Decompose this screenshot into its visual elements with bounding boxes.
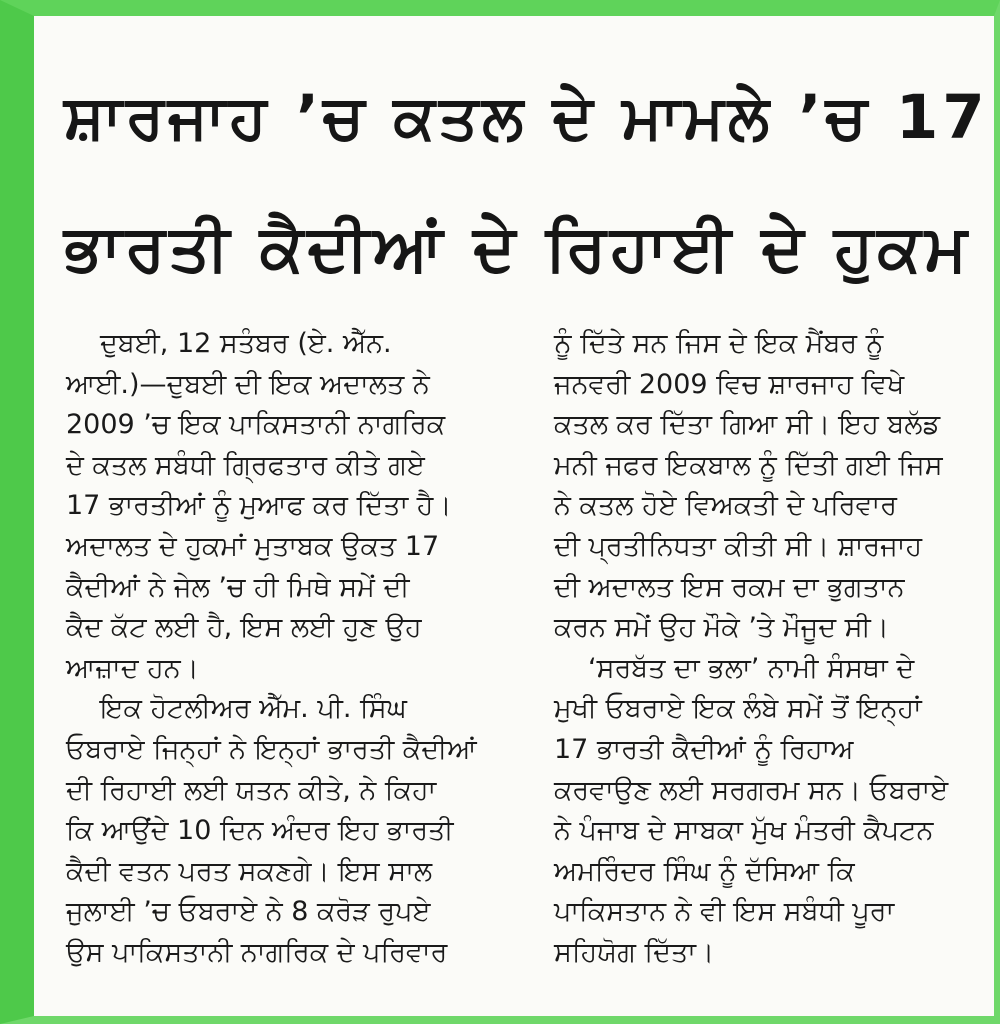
article-line: ‘ਸਰਬੱਤ ਦਾ ਭਲਾ’ ਨਾਮੀ ਸੰਸਥਾ ਦੇ [588,652,915,684]
article-line: ਮਨੀ ਜਫਰ ਇਕਬਾਲ ਨੂੰ ਦਿੱਤੀ ਗਈ ਜਿਸ [554,449,943,481]
article-line: ਕਰਵਾਉਣ ਲਈ ਸਰਗਰਮ ਸਨ। ਓਬਰਾਏ [554,774,949,806]
article-line: ਓਬਰਾਏ ਜਿਨ੍ਹਾਂ ਨੇ ਇਨ੍ਹਾਂ ਭਾਰਤੀ ਕੈਦੀਆਂ [66,733,477,765]
article-line: ਜੁਲਾਈ ’ਚ ਓਬਰਾਏ ਨੇ 8 ਕਰੋੜ ਰੁਪਏ [66,896,431,928]
article-line: ਇਕ ਹੋਟਲੀਅਰ ਐੱਮ. ਪੀ. ਸਿੰਘ [100,693,407,725]
article-line: ਅਦਾਲਤ ਦੇ ਹੁਕਮਾਂ ਮੁਤਾਬਕ ਉਕਤ 17 [66,530,440,562]
article-line: ਨੇ ਕਤਲ ਹੋਏ ਵਿਅਕਤੀ ਦੇ ਪਰਿਵਾਰ [554,490,897,522]
article-column-left [66,324,518,974]
article-line: ਦੀ ਰਿਹਾਈ ਲਈ ਯਤਨ ਕੀਤੇ, ਨੇ ਕਿਹਾ [66,774,437,806]
article-line: ਨੂੰ ਦਿੱਤੇ ਸਨ ਜਿਸ ਦੇ ਇਕ ਮੈਂਬਰ ਨੂੰ [554,328,884,359]
article-line: 2009 ’ਚ ਇਕ ਪਾਕਿਸਤਾਨੀ ਨਾਗਰਿਕ [66,409,446,441]
headline-line-2: ਭਾਰਤੀ ਕੈਦੀਆਂ ਦੇ ਰਿਹਾਈ ਦੇ ਹੁਕਮ [64,212,972,286]
article-line: ਜਨਵਰੀ 2009 ਵਿਚ ਸ਼ਾਰਜਾਹ ਵਿਖੇ [554,368,905,400]
article-line: ਆਈ.)—ਦੁਬਈ ਦੀ ਇਕ ਅਦਾਲਤ ਨੇ [66,368,430,400]
article-line: ਕੈਦੀਆਂ ਨੇ ਜੇਲ ’ਚ ਹੀ ਮਿਥੇ ਸਮੇਂ ਦੀ [66,571,410,603]
article-line: ਦੀ ਪ੍ਰਤੀਨਿਧਤਾ ਕੀਤੀ ਸੀ। ਸ਼ਾਰਜਾਹ [554,530,923,562]
article-line: ਕੈਦ ਕੱਟ ਲਈ ਹੈ, ਇਸ ਲਈ ਹੁਣ ਉਹ [66,612,422,644]
article-line: 17 ਭਾਰਤੀਆਂ ਨੂੰ ਮੁਆਫ ਕਰ ਦਿੱਤਾ ਹੈ। [66,490,452,522]
article-line: ਮੁਖੀ ਓਬਰਾਏ ਇਕ ਲੰਬੇ ਸਮੇਂ ਤੋਂ ਇਨ੍ਹਾਂ [554,693,922,725]
article-line: ਕਰਨ ਸਮੇਂ ਉਹ ਮੌਕੇ ’ਤੇ ਮੌਜੂਦ ਸੀ। [554,612,889,644]
article-line: ਉਸ ਪਾਕਿਸਤਾਨੀ ਨਾਗਰਿਕ ਦੇ ਪਰਿਵਾਰ [66,936,448,968]
article-line: ਕਤਲ ਕਰ ਦਿੱਤਾ ਗਿਆ ਸੀ। ਇਹ ਬਲੱਡ [554,409,941,441]
article-line: ਨੇ ਪੰਜਾਬ ਦੇ ਸਾਬਕਾ ਮੁੱਖ ਮੰਤਰੀ ਕੈਪਟਨ [554,815,934,847]
article-line: ਦੁਬਈ, 12 ਸਤੰਬਰ (ਏ. ਐੱਨ. [100,328,392,359]
article-line: ਦੀ ਅਦਾਲਤ ਇਸ ਰਕਮ ਦਾ ਭੁਗਤਾਨ [554,571,905,603]
article-line: ਆਜ਼ਾਦ ਹਨ। [66,652,199,684]
article-line: ਕਿ ਆਉਂਦੇ 10 ਦਿਨ ਅੰਦਰ ਇਹ ਭਾਰਤੀ [66,815,454,847]
article-column-right [554,324,998,974]
article-line: ਪਾਕਿਸਤਾਨ ਨੇ ਵੀ ਇਸ ਸਬੰਧੀ ਪੂਰਾ [554,896,895,928]
article-line: ਕੈਦੀ ਵਤਨ ਪਰਤ ਸਕਣਗੇ। ਇਸ ਸਾਲ [66,855,433,887]
article-line: ਸਹਿਯੋਗ ਦਿੱਤਾ। [554,936,715,968]
article-line: ਦੇ ਕਤਲ ਸਬੰਧੀ ਗ੍ਰਿਫਤਾਰ ਕੀਤੇ ਗਏ [66,449,425,481]
article-line: 17 ਭਾਰਤੀ ਕੈਦੀਆਂ ਨੂੰ ਰਿਹਾਅ [554,733,854,765]
article-line: ਅਮਰਿੰਦਰ ਸਿੰਘ ਨੂੰ ਦੱਸਿਆ ਕਿ [554,855,855,887]
headline-line-1: ਸ਼ਾਰਜਾਹ ’ਚ ਕਤਲ ਦੇ ਮਾਮਲੇ ’ਚ 17 [64,82,989,153]
